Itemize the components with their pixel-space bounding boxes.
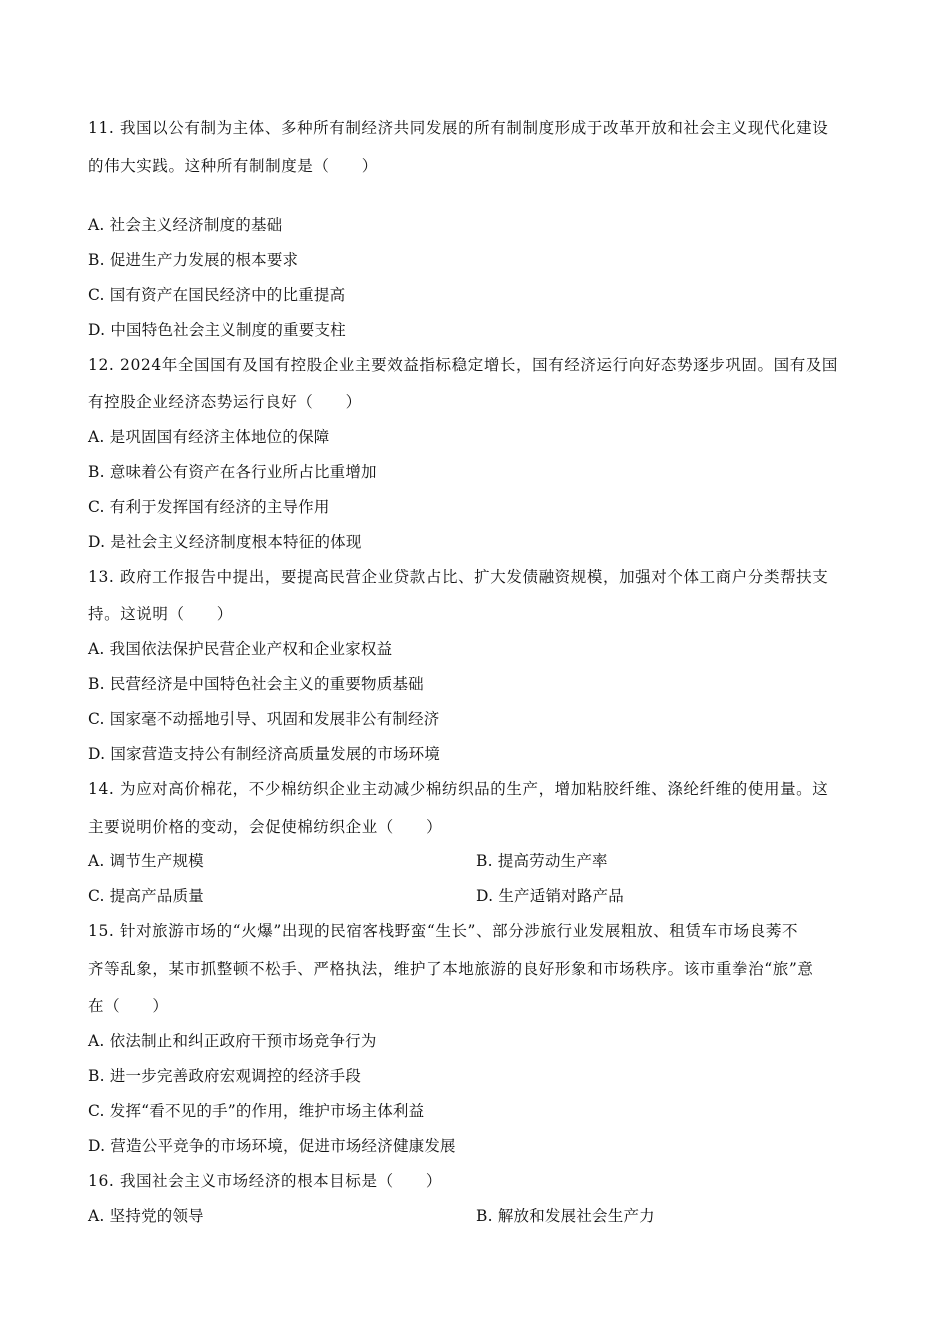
option-letter: A. [88,640,105,658]
question-12-stem-line-1 [88,355,838,375]
option-letter: D. [88,1137,106,1155]
option-letter: B. [88,251,105,269]
option-text: 提高产品质量 [109,887,204,905]
question-11-stem-line-1 [88,118,828,138]
option-letter: C. [88,887,105,905]
option-letter: D. [88,533,106,551]
option-text: 促进生产力发展的根本要求 [109,251,299,269]
question-14-stem-line-1 [88,779,828,799]
option-letter: B. [476,852,493,870]
question-15-stem-line-3: 在（ ） [88,997,169,1015]
option-letter: A. [88,428,105,446]
question-11-stem-line-2: 的伟大实践。这种所有制制度是（ ） [88,157,378,175]
option-letter: B. [476,1207,493,1225]
option-text: 民营经济是中国特色社会主义的重要物质基础 [109,675,424,693]
question-number: 12. [88,356,115,374]
option-text: 解放和发展社会生产力 [497,1207,655,1225]
option-letter: A. [88,1207,105,1225]
option-letter: D. [88,321,106,339]
question-number: 11. [88,119,115,137]
option-text: 是巩固国有经济主体地位的保障 [109,428,330,446]
question-16-stem-line-1 [88,1171,442,1191]
question-12-option-d [88,532,362,552]
question-12-option-c [88,497,330,517]
question-12-option-a [88,427,329,447]
option-letter: C. [88,1102,105,1120]
question-13-stem-line-1 [88,567,828,587]
question-stem-text: 我国以公有制为主体、多种所有制经济共同发展的所有制制度形成于改革开放和社会主义现代化建设 [119,119,829,137]
option-letter: A. [88,852,105,870]
question-11-option-d [88,320,346,340]
option-letter: B. [88,1067,105,1085]
question-11-option-c [88,285,345,305]
question-number: 14. [88,780,115,798]
option-text: 有利于发挥国有经济的主导作用 [109,498,330,516]
option-text: 坚持党的领导 [109,1207,204,1225]
question-number: 15. [88,922,115,940]
question-16-option-a [88,1206,204,1226]
question-14-option-c [88,886,204,906]
option-text: 国家毫不动摇地引导、巩固和发展非公有制经济 [109,710,440,728]
question-14-option-d [476,886,624,906]
question-15-option-c [88,1101,424,1121]
option-text: 依法制止和纠正政府干预市场竞争行为 [109,1032,377,1050]
question-14-option-b [476,851,608,871]
question-12-stem-line-2: 有控股企业经济态势运行良好（ ） [88,393,362,411]
question-number: 13. [88,568,115,586]
option-text: 中国特色社会主义制度的重要支柱 [110,321,346,339]
option-text: 意味着公有资产在各行业所占比重增加 [109,463,377,481]
question-11-option-b [88,250,298,270]
question-11-option-a [88,215,282,235]
question-number: 16. [88,1172,115,1190]
question-12-option-b [88,462,377,482]
option-letter: A. [88,1032,105,1050]
question-13-option-c [88,709,439,729]
question-15-option-d [88,1136,456,1156]
option-text: 社会主义经济制度的基础 [109,216,283,234]
question-15-option-a [88,1031,377,1051]
option-text: 提高劳动生产率 [497,852,608,870]
option-letter: D. [88,745,106,763]
option-text: 我国依法保护民营企业产权和企业家权益 [109,640,393,658]
question-14-stem-line-2: 主要说明价格的变动，会促使棉纺织企业（ ） [88,818,443,836]
option-text: 进一步完善政府宏观调控的经济手段 [109,1067,362,1085]
option-text: 国有资产在国民经济中的比重提高 [109,286,346,304]
option-text: 生产适销对路产品 [498,887,624,905]
option-letter: C. [88,710,105,728]
question-stem-text: 为应对高价棉花，不少棉纺织企业主动减少棉纺织品的生产，增加粘胶纤维、涤纶纤维的使用量。这 [119,780,829,798]
option-letter: C. [88,286,105,304]
question-stem-text: 政府工作报告中提出，要提高民营企业贷款占比、扩大发债融资规模，加强对个体工商户分类帮扶支 [119,568,829,586]
question-15-option-b [88,1066,361,1086]
question-15-stem-line-2: 齐等乱象，某市抓整顿不松手、严格执法，维护了本地旅游的良好形象和市场秩序。该市重拳治“旅”意 [88,960,814,978]
option-text: 发挥“看不见的手”的作用，维护市场主体利益 [109,1102,425,1120]
question-13-stem-line-2: 持。这说明（ ） [88,605,233,623]
option-text: 国家营造支持公有制经济高质量发展的市场环境 [110,745,441,763]
question-13-option-a [88,639,392,659]
question-15-stem-line-1 [88,921,798,941]
option-letter: B. [88,463,105,481]
question-14-option-a [88,851,204,871]
question-13-option-b [88,674,424,694]
option-text: 调节生产规模 [109,852,204,870]
question-stem-text: 我国社会主义市场经济的根本目标是（ ） [119,1172,442,1190]
option-letter: A. [88,216,105,234]
question-16-option-b [476,1206,655,1226]
question-stem-text: 2024年全国国有及国有控股企业主要效益指标稳定增长，国有经济运行向好态势逐步巩固。国有及国 [119,356,839,374]
option-letter: D. [476,887,494,905]
question-stem-text: 针对旅游市场的“火爆”出现的民宿客栈野蛮“生长”、部分涉旅行业发展粗放、租赁车市场良莠不 [119,922,799,940]
option-text: 营造公平竞争的市场环境，促进市场经济健康发展 [110,1137,456,1155]
question-13-option-d [88,744,440,764]
option-text: 是社会主义经济制度根本特征的体现 [110,533,362,551]
option-letter: C. [88,498,105,516]
option-letter: B. [88,675,105,693]
